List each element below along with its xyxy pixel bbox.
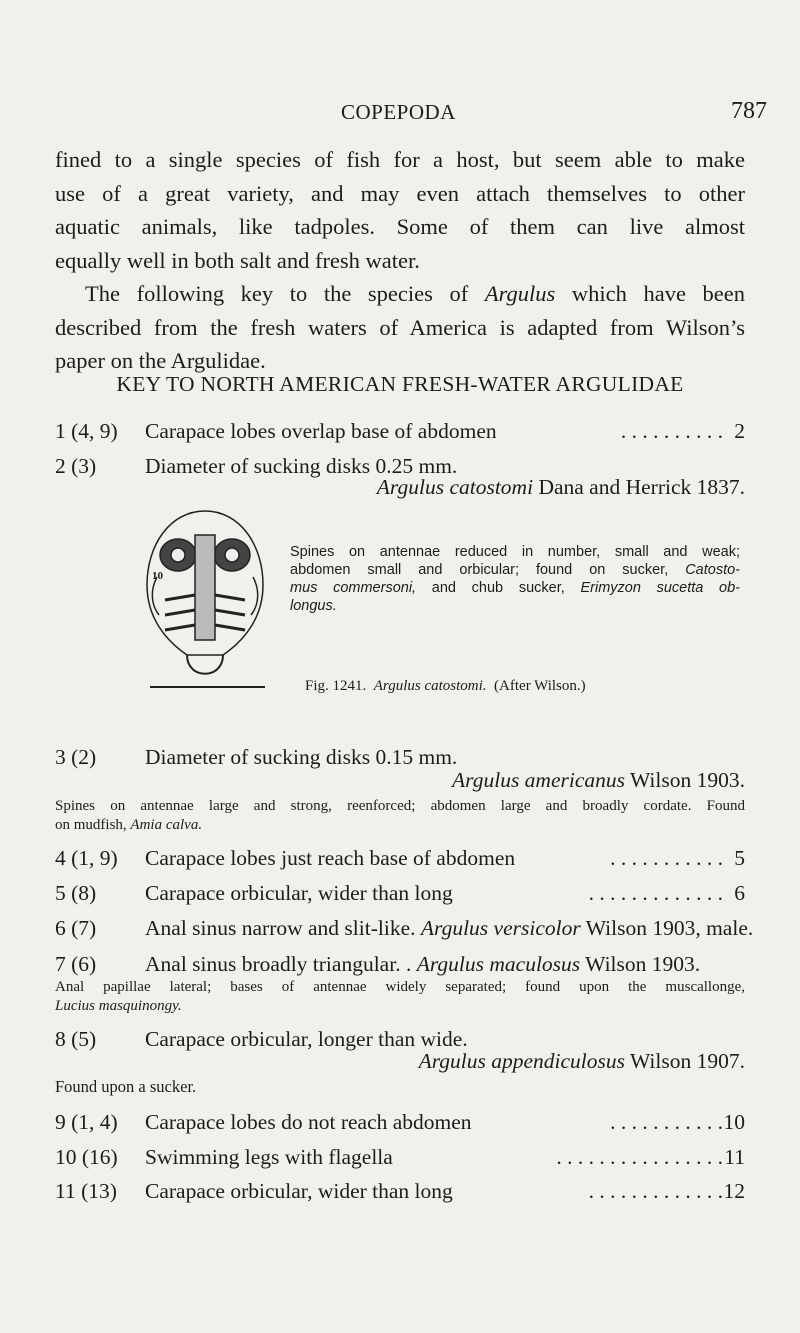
entry-target: 5 — [734, 846, 745, 870]
note-line: Spines on antennae large and strong, reenforced; abdomen large and broadly cordate. Found — [55, 798, 745, 814]
entry-text: Carapace lobes do not reach abdomen — [145, 1110, 472, 1134]
species-line — [419, 1049, 745, 1074]
caption-line — [290, 579, 740, 597]
key-entry-1 — [55, 417, 745, 445]
caption-fragment: and chub sucker, — [416, 580, 581, 596]
argulus-illustration — [145, 505, 265, 690]
key-entry-4 — [55, 844, 745, 872]
species-name: longus. — [290, 598, 337, 614]
entry-number: 11 (13) — [55, 1179, 117, 1203]
intro-paragraph-1 — [55, 143, 745, 277]
text-fragment: which have been — [555, 281, 746, 306]
entry-text: Carapace orbicular, wider than long — [145, 881, 453, 905]
entry-fragment: Anal sinus narrow and slit-like. — [145, 916, 421, 940]
note-line — [55, 997, 745, 1016]
species-line — [377, 475, 745, 500]
key-entry-6 — [55, 914, 754, 942]
entry-number: 9 (1, 4) — [55, 1110, 118, 1134]
note-fragment: on mudfish, — [55, 817, 131, 833]
entry-text: Diameter of sucking disks 0.15 mm. — [145, 745, 458, 769]
genus-name: Argulus — [484, 281, 556, 306]
entry-number: 3 (2) — [55, 745, 97, 769]
caption-line — [290, 597, 740, 615]
leader-dots: . . . . . . . . . . . — [610, 846, 723, 870]
entry-text: Carapace orbicular, longer than wide. — [145, 1027, 468, 1051]
species-line — [452, 768, 745, 793]
figure-number: Fig. 1241. — [305, 678, 367, 694]
entry-target: 11 — [724, 1145, 745, 1169]
key-entry-10 — [55, 1143, 745, 1171]
entry-text — [145, 914, 753, 942]
page-number: 787 — [731, 98, 767, 124]
figure-number-line — [305, 678, 586, 695]
entry-number: 6 (7) — [55, 916, 97, 940]
text-fragment: The following key to the species of — [85, 281, 485, 306]
caption-fragment: abdomen small and orbicular; found on sucker, — [290, 562, 686, 578]
text-line: described from the fresh waters of America is adapted from Wilson’s — [55, 314, 745, 340]
entry-text — [145, 950, 700, 978]
entry-fragment: Anal sinus broadly triangular. . — [145, 952, 417, 976]
species-author: Wilson 1903. — [625, 768, 745, 792]
leader-dots: . . . . . . . . . . . . . . . . — [556, 1145, 723, 1169]
species-name: Catosto- — [685, 562, 740, 578]
entry-number: 1 (4, 9) — [55, 419, 118, 443]
species-name: Argulus catostomi — [376, 475, 534, 499]
leader-dots: . . . . . . . . . . . . . — [588, 881, 723, 905]
running-head: COPEPODA — [341, 100, 456, 124]
figure-credit: (After Wilson.) — [494, 678, 586, 694]
entry-target: 2 — [734, 419, 745, 443]
entry-text: Carapace orbicular, wider than long — [145, 1179, 453, 1203]
key-entry-9 — [55, 1108, 745, 1136]
text-line — [55, 277, 745, 311]
leader-dots: . . . . . . . . . . . . . — [588, 1179, 723, 1203]
species-name: mus commersoni, — [290, 580, 417, 596]
entry-text: Carapace lobes overlap base of abdomen — [145, 419, 497, 443]
entry-fragment: Wilson 1903. — [580, 952, 701, 976]
entry-number: 7 (6) — [55, 952, 97, 976]
entry-number: 10 (16) — [55, 1145, 118, 1169]
species-name: Argulus versicolor — [420, 916, 581, 940]
leader-dots: . . . . . . . . . . — [620, 419, 723, 443]
entry-number: 4 (1, 9) — [55, 846, 118, 870]
entry-target: 10 — [723, 1110, 745, 1134]
entry-note — [55, 978, 745, 1016]
key-entry-3 — [55, 743, 745, 771]
figure-caption — [290, 543, 740, 615]
species-name: Argulus maculosus — [416, 952, 581, 976]
species-name: Amia calva. — [130, 817, 203, 833]
text-line: aquatic animals, like tadpoles. Some of them can live almost — [55, 214, 745, 239]
species-author: Wilson 1907. — [625, 1049, 745, 1073]
leader-dots: . . . . . . . . . . . — [610, 1110, 723, 1134]
entry-fragment: Wilson 1903, male. — [580, 916, 754, 940]
text-line: use of a great variety, and may even attach themselves to other — [55, 180, 745, 206]
figure-label-number: 10 — [152, 570, 163, 582]
key-entry-7 — [55, 950, 745, 978]
species-name: Argulus americanus — [452, 768, 626, 792]
intro-paragraph-2 — [55, 277, 745, 378]
entry-number: 5 (8) — [55, 881, 97, 905]
species-name: Erimyzon sucetta ob- — [580, 580, 741, 596]
key-entry-11 — [55, 1177, 745, 1205]
entry-note — [55, 797, 745, 835]
text-line: fined to a single species of fish for a host, but seem able to make — [55, 147, 745, 172]
caption-line: Spines on antennae reduced in number, small and weak; — [290, 544, 740, 560]
note-line: Anal papillae lateral; bases of antennae widely separated; found upon the muscallonge, — [55, 979, 745, 995]
text-line: paper on the Argulidae. — [55, 348, 266, 373]
entry-number: 2 (3) — [55, 454, 97, 478]
figure-species: Argulus catostomi. — [373, 678, 487, 694]
entry-target: 6 — [734, 881, 745, 905]
key-entry-5 — [55, 879, 745, 907]
species-author: Dana and Herrick 1837. — [533, 475, 745, 499]
entry-text: Carapace lobes just reach base of abdomen — [145, 846, 516, 870]
note-line — [55, 816, 745, 835]
text-line: equally well in both salt and fresh water. — [55, 247, 420, 273]
key-title: KEY TO NORTH AMERICAN FRESH-WATER ARGULIDAE — [116, 372, 684, 396]
entry-text: Swimming legs with flagella — [145, 1145, 393, 1169]
caption-line — [290, 561, 740, 579]
entry-note: Found upon a sucker. — [55, 1077, 197, 1096]
species-name: Argulus appendiculosus — [418, 1049, 626, 1073]
entry-number: 8 (5) — [55, 1027, 97, 1051]
species-name: Lucius masquinongy. — [55, 998, 182, 1014]
entry-target: 12 — [723, 1179, 745, 1203]
entry-text: Diameter of sucking disks 0.25 mm. — [145, 454, 458, 478]
